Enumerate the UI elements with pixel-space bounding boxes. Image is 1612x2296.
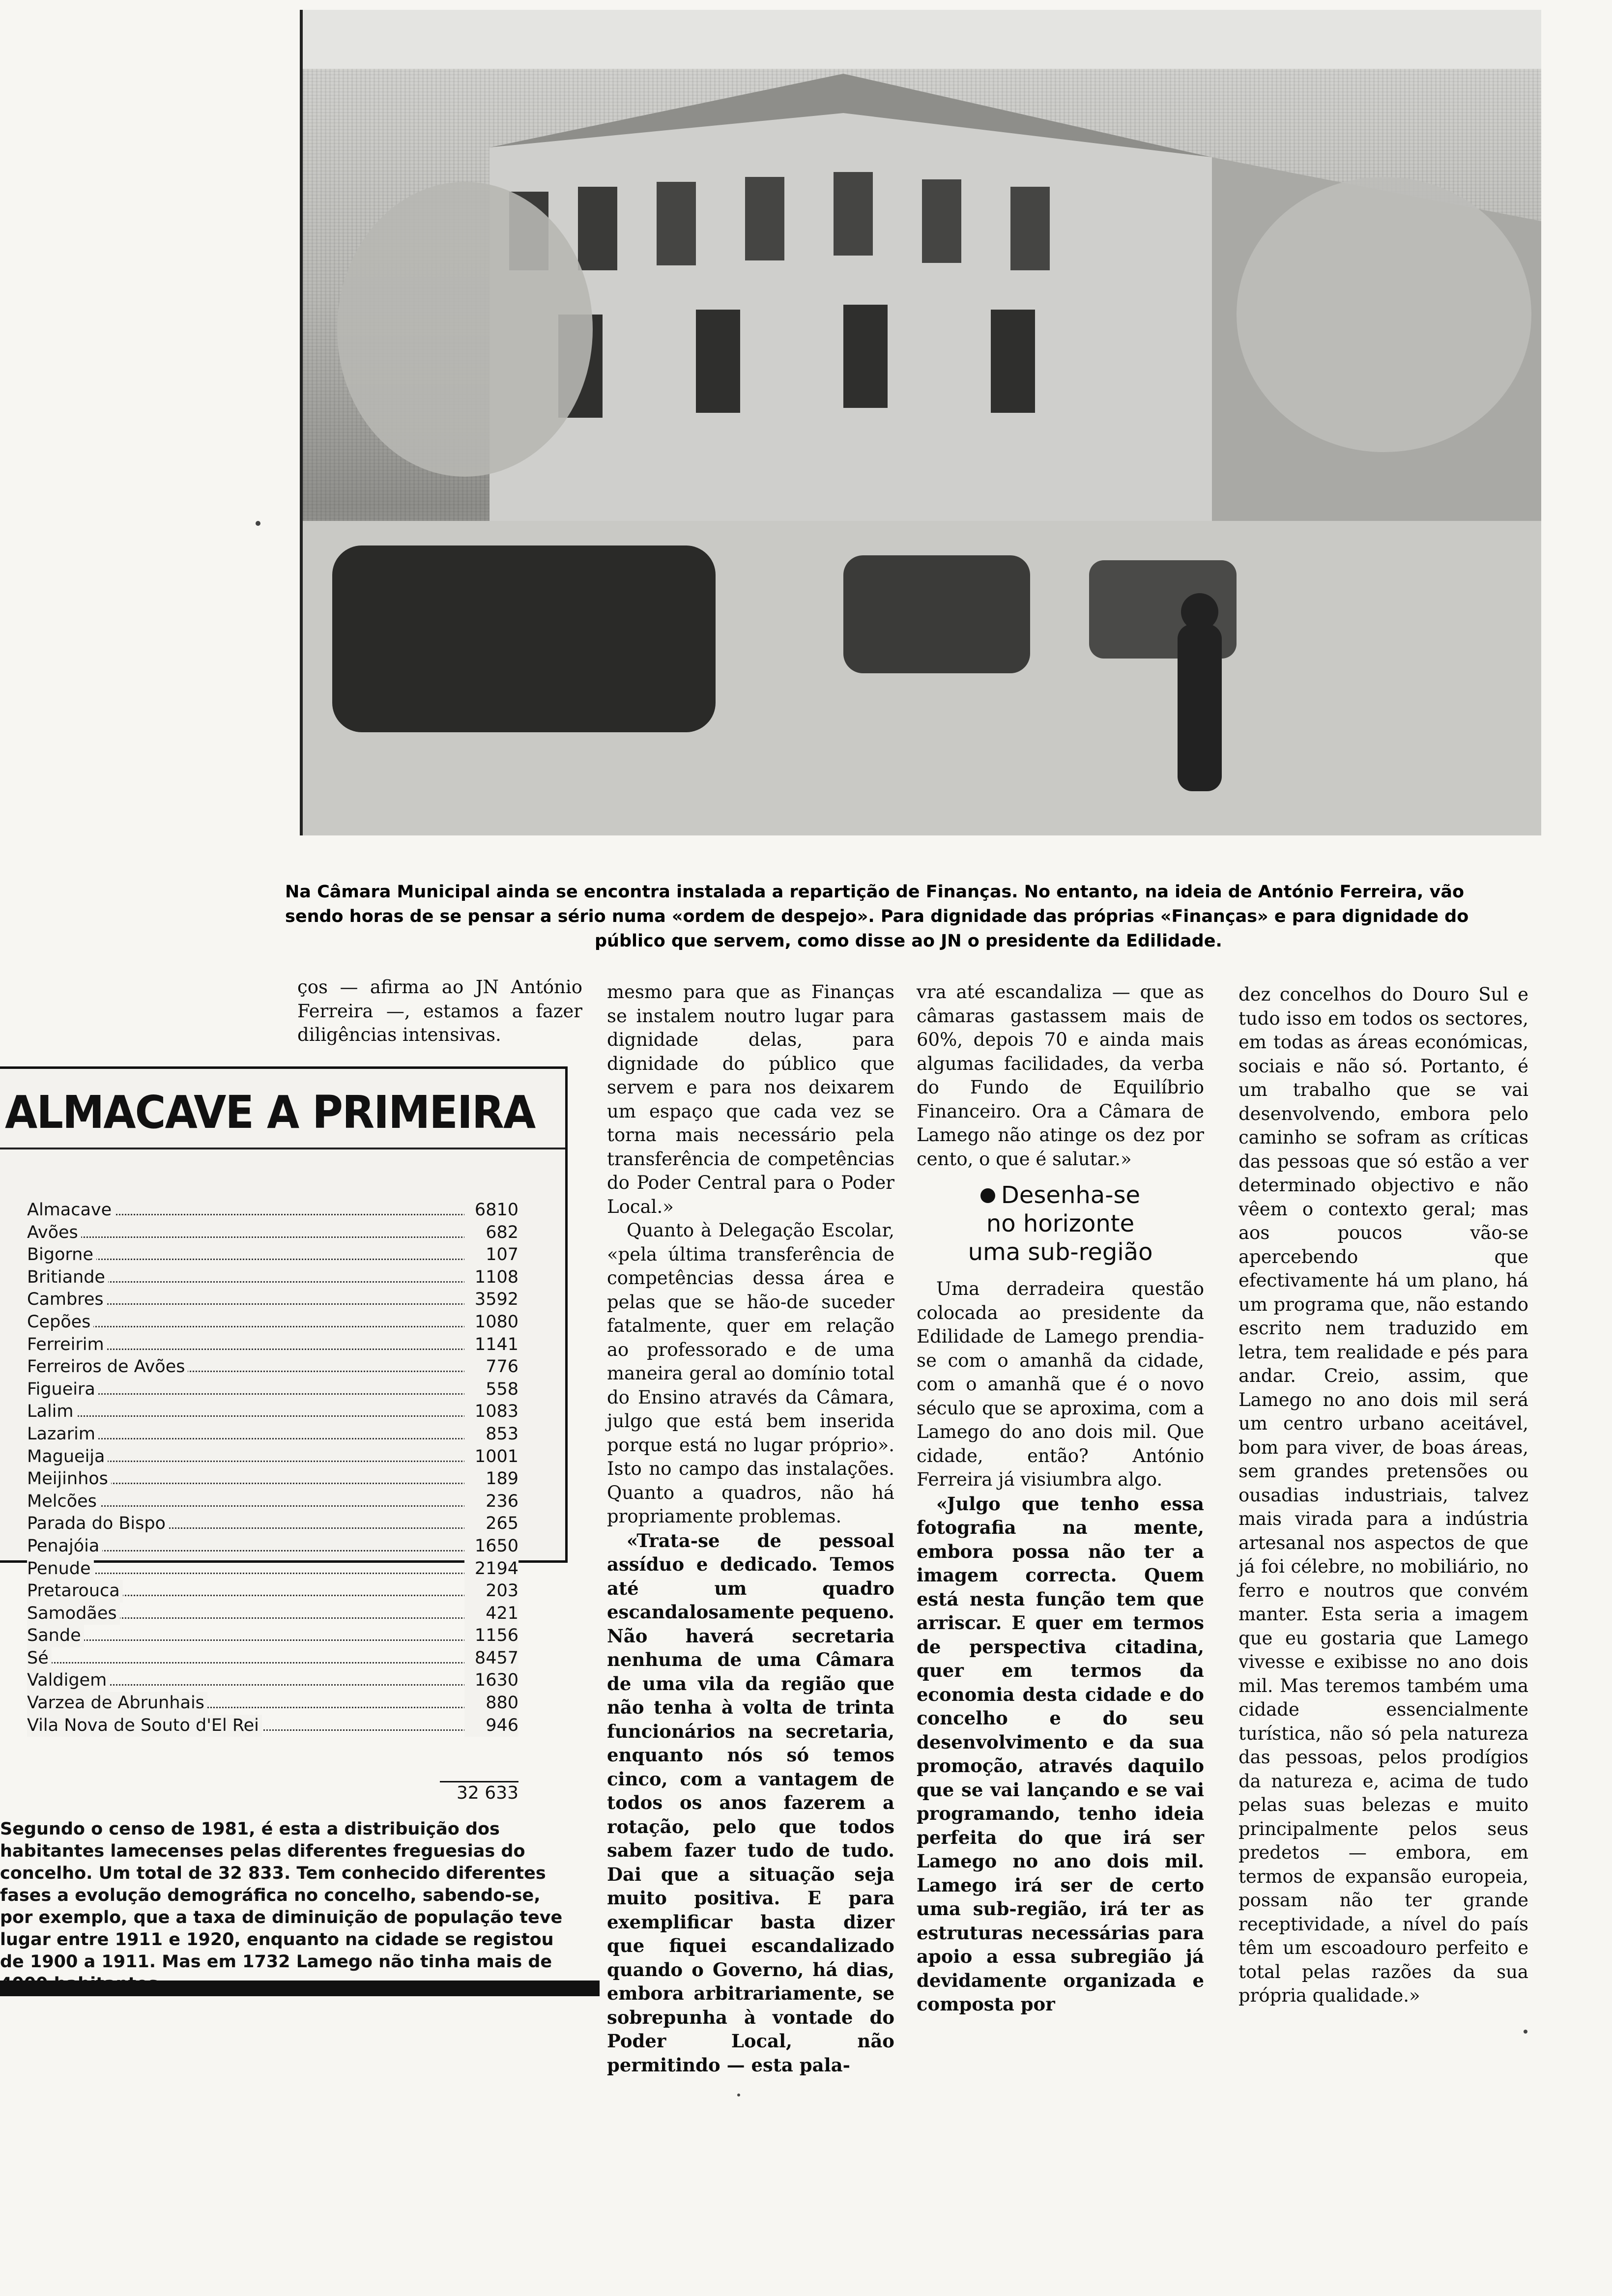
building-door <box>843 305 888 408</box>
column-3-paragraph: «Julgo que tenho essa fotografia na mente, embora possa não ter a imagem correcta. Quem está nesta função tem que arriscar. E quer em termos de perspectiva citadina, quer em termos da economia desta cidade e do concelho e do seu desenvolvimento e da sua promoção, através daquilo que se vai lançando e se vai programando, tenho ideia perfeita do que irá ser Lamego no ano dois mil. Lamego irá ser de certo uma sub-região, irá ter as estruturas necessárias para apoio a essa subregião já devidamente organizada e composta por <box>917 1492 1204 2015</box>
table-row <box>27 1423 518 1446</box>
table-row <box>27 1199 518 1222</box>
leader-dots <box>27 1662 474 1664</box>
parish-population: 1156 <box>464 1625 518 1647</box>
subheading <box>917 1181 1204 1266</box>
parish-name: Magueija <box>27 1446 108 1468</box>
parish-population: 776 <box>464 1356 518 1378</box>
parish-name: Valdigem <box>27 1669 110 1692</box>
subheading-line-2: no horizonte <box>986 1210 1135 1237</box>
parish-population: 107 <box>464 1244 518 1266</box>
parish-name: Sande <box>27 1625 84 1647</box>
table-row <box>27 1580 518 1603</box>
pedestrian-head <box>1181 593 1218 631</box>
table-row <box>27 1401 518 1423</box>
table-row <box>27 1311 518 1334</box>
scan-speck <box>1524 2030 1527 2034</box>
parish-population: 2194 <box>464 1558 518 1580</box>
building-window <box>657 182 696 265</box>
parish-population: 236 <box>464 1491 518 1513</box>
column-3-paragraph: Uma derradeira questão colocada ao presidente da Edilidade de Lamego prendia-se com o amanhã da cidade, com o amanhã que é o novo século que se aproxima, com a Lamego do ano dois mil. Que cidade, então? António Ferreira já visiumbra algo. <box>917 1278 1204 1490</box>
parish-name: Samodães <box>27 1603 120 1625</box>
parish-name: Bigorne <box>27 1244 96 1266</box>
article-column-4 <box>1238 983 1528 2010</box>
parish-population: 1080 <box>464 1311 518 1334</box>
parish-population: 682 <box>464 1222 518 1244</box>
column-1-text: ços — afirma ao JN António Ferreira —, estamos a fazer diligências intensivas. <box>297 976 582 1045</box>
leader-dots <box>27 1415 474 1417</box>
table-row <box>27 1513 518 1535</box>
photo-caption <box>285 880 1543 953</box>
building-window <box>834 172 873 256</box>
building-window <box>578 187 617 270</box>
parked-car <box>843 555 1030 673</box>
parish-name: Lalim <box>27 1401 77 1423</box>
parish-name: Pretarouca <box>27 1580 123 1603</box>
parish-population: 265 <box>464 1513 518 1535</box>
table-row <box>27 1692 518 1715</box>
caption-line-3: público que servem, como disse ao JN o presidente da Edilidade. <box>595 931 1222 951</box>
box-title-rule <box>0 1148 565 1149</box>
parish-name: Figueira <box>27 1378 98 1401</box>
parish-name: Ferreirim <box>27 1334 107 1356</box>
table-row <box>27 1535 518 1558</box>
population-table <box>27 1199 518 1737</box>
table-row <box>27 1266 518 1289</box>
table-row <box>27 1244 518 1266</box>
parish-population: 421 <box>464 1603 518 1625</box>
table-row <box>27 1603 518 1625</box>
table-row <box>27 1356 518 1378</box>
building-window <box>745 177 784 260</box>
parish-name: Ferreiros de Avões <box>27 1356 188 1378</box>
parish-name: Penude <box>27 1558 94 1580</box>
caption-line-1: Na Câmara Municipal ainda se encontra instalada a repartição de Finanças. No entanto, na ideia de António Ferreira, vão <box>285 882 1464 902</box>
table-row <box>27 1491 518 1513</box>
leader-dots <box>27 1639 474 1641</box>
parish-population: 203 <box>464 1580 518 1603</box>
parish-population: 1630 <box>464 1669 518 1692</box>
total-rule <box>440 1781 518 1782</box>
scan-speck <box>737 2094 740 2096</box>
parish-population: 946 <box>464 1715 518 1737</box>
parish-name: Cepões <box>27 1311 93 1334</box>
bullet-icon <box>980 1188 995 1203</box>
parish-name: Penajóia <box>27 1535 102 1558</box>
leader-dots <box>27 1236 474 1238</box>
parish-name: Sé <box>27 1647 52 1670</box>
table-row <box>27 1669 518 1692</box>
parish-population: 880 <box>464 1692 518 1715</box>
bottom-rule <box>0 1980 600 1996</box>
street-photo <box>300 10 1541 835</box>
leader-dots <box>27 1573 474 1574</box>
box-title: ALMACAVE A PRIMEIRA <box>5 1086 535 1139</box>
box-note: Segundo o censo de 1981, é esta a distribuição dos habitantes lamecenses pelas diferentes freguesias do concelho. Um total de 32 833. Tem conhecido diferentes fases a evolução demográfica no concelho, sabendo-se, por exemplo, que a taxa de diminuição de população teve lugar entre 1911 e 1920, enquanto na cidade se registou de 1900 a 1911. Mas em 1732 Lamego não tinha mais de <box>0 1819 563 1972</box>
parish-name: Almacave <box>27 1199 115 1222</box>
subheading-line-3: uma sub-região <box>968 1238 1153 1266</box>
leader-dots <box>27 1326 474 1327</box>
parish-population: 1108 <box>464 1266 518 1289</box>
table-row <box>27 1715 518 1737</box>
parish-name: Cambres <box>27 1289 107 1311</box>
article-column-3 <box>917 980 1204 2015</box>
caption-line-2: sendo horas de se pensar a sério numa «ordem de despejo». Para dignidade das próprias «Finanças» e para dignidade do <box>285 907 1469 926</box>
parish-population: 1083 <box>464 1401 518 1423</box>
parish-name: Avões <box>27 1222 81 1244</box>
table-row <box>27 1625 518 1647</box>
article-column-2 <box>607 980 894 2076</box>
photo-sky <box>303 10 1541 69</box>
pedestrian <box>1178 624 1222 791</box>
table-row <box>27 1468 518 1491</box>
parked-car <box>332 545 716 732</box>
building-window <box>1010 187 1050 270</box>
parish-population: 1141 <box>464 1334 518 1356</box>
tree-right <box>1237 177 1531 452</box>
parish-population: 853 <box>464 1423 518 1446</box>
parish-name: Parada do Bispo <box>27 1513 169 1535</box>
scan-speck <box>256 521 260 526</box>
column-4-text: dez concelhos do Douro Sul e tudo isso em todos os sectores, em todas as áreas económicas, sociais e não só. Portanto, é um trabalho que se vai desenvolvendo, embora pelo caminho se sofram as críticas das pessoas que só estão a ver determinado objectivo e não vêem o contexto geral; mas aos poucos vão-se apercebendo que efectivamente há um plano, há um programa que, não estando escrito nem traduzido em letra, tem realidade e pés para andar. Creio, assim, que Lamego no ano dois mil será um centro urbano aceitável, bom para viver, de boas áreas, sem grandes pretensões ou ousadias industriais, talvez mais virada para a indústria artesanal nos aspectos de que já foi célebre, no mobiliário, no ferro e noutros que convém manter. Esta seria a imagem que eu gostaria que Lamego vivesse e exibisse no ano dois mil. Mas teremos também uma cidade essencialmente turística, não só pela natureza das pessoas, pelos prodígios da natureza e, acima de tudo pelas suas belezas e muito principalmente pelos seus predetos — embora, em termos de expansão europeia, possam não ter grande receptividade, a nível do país têm um escoadouro perfeito e total pelas razões da sua própria qualidade.» <box>1238 984 1528 2006</box>
parish-name: Melcões <box>27 1491 100 1513</box>
table-row <box>27 1334 518 1356</box>
parish-population: 189 <box>464 1468 518 1491</box>
parish-population: 1001 <box>464 1446 518 1468</box>
table-row <box>27 1289 518 1311</box>
parish-name: Vila Nova de Souto d'El Rei <box>27 1715 262 1737</box>
photo-scene <box>303 10 1541 835</box>
table-row <box>27 1647 518 1670</box>
table-row <box>27 1446 518 1468</box>
tree-left <box>337 182 593 477</box>
article-column-1 <box>297 976 582 1047</box>
parish-name: Varzea de Abrunhais <box>27 1692 207 1715</box>
building-door <box>991 310 1035 413</box>
column-2-paragraph: mesmo para que as Finanças se instalem noutro lugar para dignidade delas, para dignidade do público que servem e para nos deixarem um espaço que cada vez se torna mais necessário pela transferência de competências do Poder Central para o Poder Local.» <box>607 981 894 1217</box>
column-2-paragraph: «Trata-se de pessoal assíduo e dedicado. Temos até um quadro escandalosamente pequeno. Não haverá secretaria nenhuma de uma Câmara de uma vila da região que não tenha à volta de trinta funcionários na secretaria, enquanto nós só temos cinco, com a vantagem de todos os anos fazerem a rotação, pelo que todos sabem fazer tudo de tudo. Dai que a situação seja muito positiva. E para exemplificar basta dizer que fiquei escandalizado quando o Governo, há dias, embora arbitrariamente, se sobrepunha à vontade do Poder Local, não permitindo — esta pala- <box>607 1529 894 2076</box>
parish-name: Meijinhos <box>27 1468 111 1491</box>
parish-population: 3592 <box>464 1289 518 1311</box>
column-3-paragraph: vra até escandaliza — que as câmaras gastassem mais de 60%, depois 70 e ainda mais algumas facilidades, da verba do Fundo de Equilíbrio Financeiro. Ora a Câmara de Lamego não atinge os dez por cento, o que é salutar.» <box>917 981 1204 1170</box>
parish-population: 6810 <box>464 1199 518 1222</box>
population-total: 32 633 <box>457 1783 518 1803</box>
building-door <box>696 310 740 413</box>
table-row <box>27 1378 518 1401</box>
parish-population: 1650 <box>464 1535 518 1558</box>
parish-name: Britiande <box>27 1266 108 1289</box>
building-window <box>922 179 961 263</box>
subheading-line-1: Desenha-se <box>1001 1181 1141 1209</box>
table-row <box>27 1222 518 1244</box>
parish-population: 8457 <box>464 1647 518 1670</box>
table-row <box>27 1558 518 1580</box>
parish-population: 558 <box>464 1378 518 1401</box>
column-2-paragraph: Quanto à Delegação Escolar, «pela última transferência de competências dessa área e pelas que se hão-de suceder fatalmente, quer em relação ao professorado e de uma maneira geral ao domínio total do Ensino através da Câmara, julgo que está bem inserida porque está no lugar próprio». Isto no campo das instalações. Quanto a quadros, não há propriamente problemas. <box>607 1220 894 1527</box>
parish-name: Lazarim <box>27 1423 98 1446</box>
